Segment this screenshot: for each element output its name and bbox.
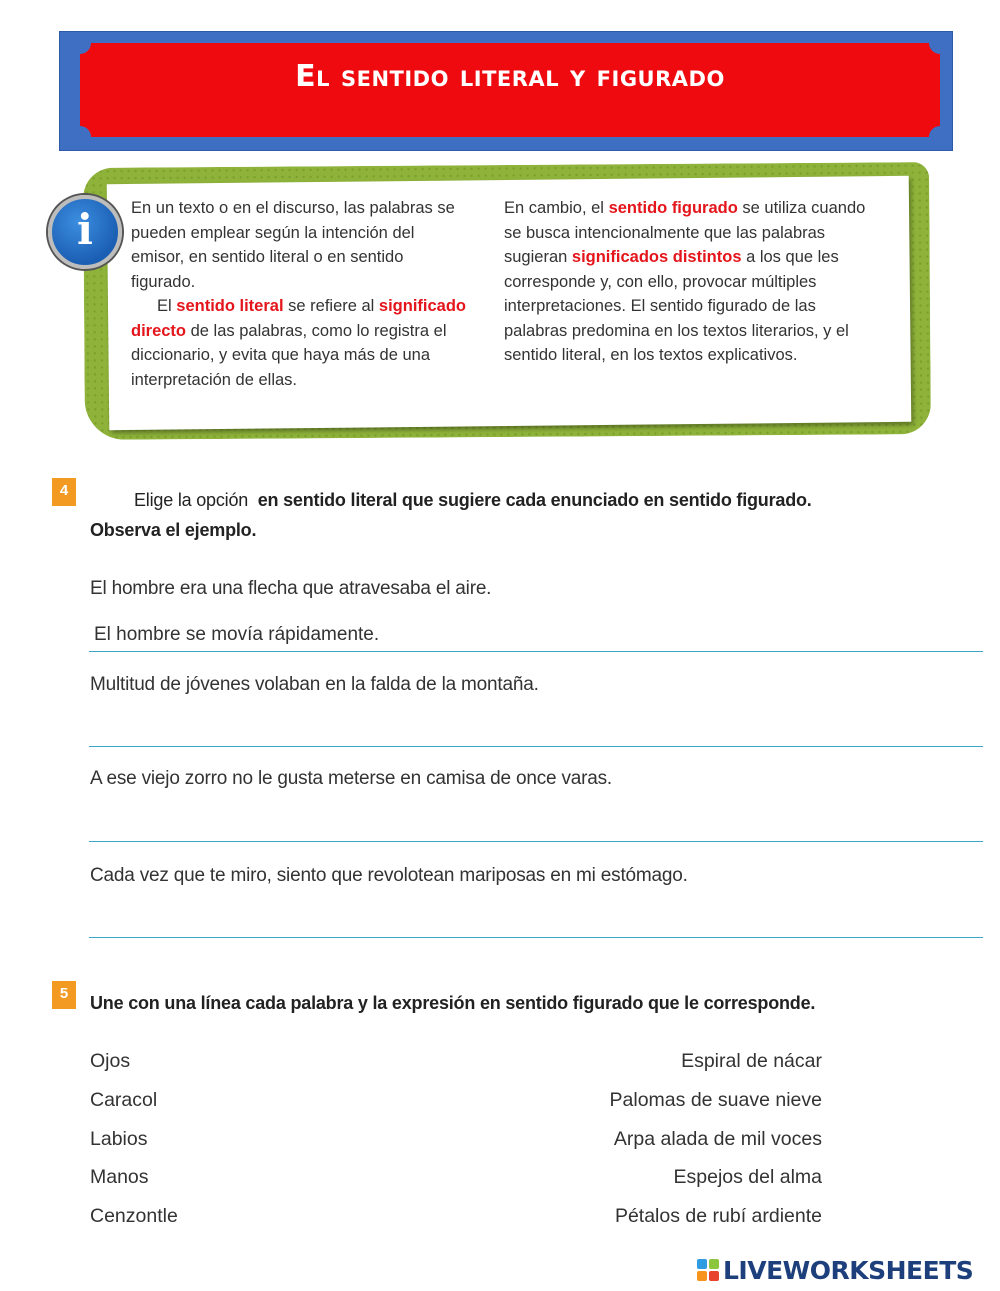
logo-text: LIVEWORKSHEETS <box>723 1255 974 1285</box>
logo-square <box>709 1271 719 1281</box>
match-expression[interactable]: Arpa alada de mil voces <box>613 1128 822 1150</box>
liveworksheets-logo <box>697 1255 973 1285</box>
match-expression[interactable]: Palomas de suave nieve <box>609 1089 822 1111</box>
info-text-left: En un texto o en el discurso, las palabras se pueden emplear según la intención del emisor, en sentido literal o en sentido figurado. El sentido literal se refiere al significado directo de las palabras, como lo registra el diccionario, y evita que haya más de una interpretación de ellas. <box>131 199 467 389</box>
answer-line[interactable] <box>89 937 983 938</box>
logo-mark-icon <box>697 1259 719 1281</box>
exercise-instruction: Une con una línea cada palabra y la expresión en sentido figurado que le corresponde. <box>90 993 816 1013</box>
info-text-right: En cambio, el sentido figurado se utiliza cuando se busca intencionalmente que las palabras sugieran significados distintos a los que les corresponde y, con ello, provocar múltiples interpretaciones. El sentido figurado de las palabras predomina en los textos literarios, y el sentido literal, en los textos explicativos. <box>504 199 866 364</box>
exercise-instruction: Elige la opción en sentido literal que sugiere cada enunciado en sentido figurado. <box>134 490 812 510</box>
answer-line[interactable] <box>89 651 983 652</box>
exercise-instruction-line2: Observa el ejemplo. <box>90 520 257 540</box>
exercise-number-badge: 4 <box>52 478 76 506</box>
highlight-sentido-literal: sentido literal <box>176 297 284 315</box>
match-expression[interactable]: Espiral de nácar <box>681 1050 822 1072</box>
banner-corner <box>69 126 91 148</box>
figurative-sentence: Cada vez que te miro, siento que revolotean mariposas en mi estómago. <box>90 865 688 886</box>
info-paragraph: En un texto o en el discurso, las palabras se pueden emplear según la intención del emisor, en sentido literal o en sentido figurado. <box>131 199 455 291</box>
info-icon: i <box>48 195 122 269</box>
match-word[interactable]: Caracol <box>90 1089 158 1111</box>
banner-corner <box>929 126 951 148</box>
page-title: El sentido literal y figurado <box>295 59 725 94</box>
figurative-sentence: El hombre era una flecha que atravesaba el aire. <box>90 578 492 599</box>
highlight-significados-distintos: significados distintos <box>571 248 742 266</box>
match-word[interactable]: Cenzontle <box>90 1205 178 1227</box>
match-word[interactable]: Labios <box>90 1128 148 1150</box>
answer-example: El hombre se movía rápidamente. <box>94 624 380 645</box>
match-expression[interactable]: Pétalos de rubí ardiente <box>614 1205 822 1227</box>
match-word[interactable]: Ojos <box>90 1050 131 1072</box>
figurative-sentence: Multitud de jóvenes volaban en la falda de la montaña. <box>90 674 539 695</box>
title-banner <box>80 43 940 137</box>
logo-square <box>709 1259 719 1269</box>
answer-line[interactable] <box>89 841 983 842</box>
match-word[interactable]: Manos <box>90 1166 149 1188</box>
logo-square <box>697 1271 707 1281</box>
logo-square <box>697 1259 707 1269</box>
highlight-significado-directo: significado directo <box>131 297 467 340</box>
banner-corner <box>929 32 951 54</box>
figurative-sentence: A ese viejo zorro no le gusta meterse en camisa de once varas. <box>90 768 612 789</box>
banner-corner <box>69 32 91 54</box>
highlight-sentido-figurado: sentido figurado <box>608 199 738 217</box>
exercise-number-badge: 5 <box>52 981 76 1009</box>
answer-line[interactable] <box>89 746 983 747</box>
match-expression[interactable]: Espejos del alma <box>673 1166 822 1188</box>
